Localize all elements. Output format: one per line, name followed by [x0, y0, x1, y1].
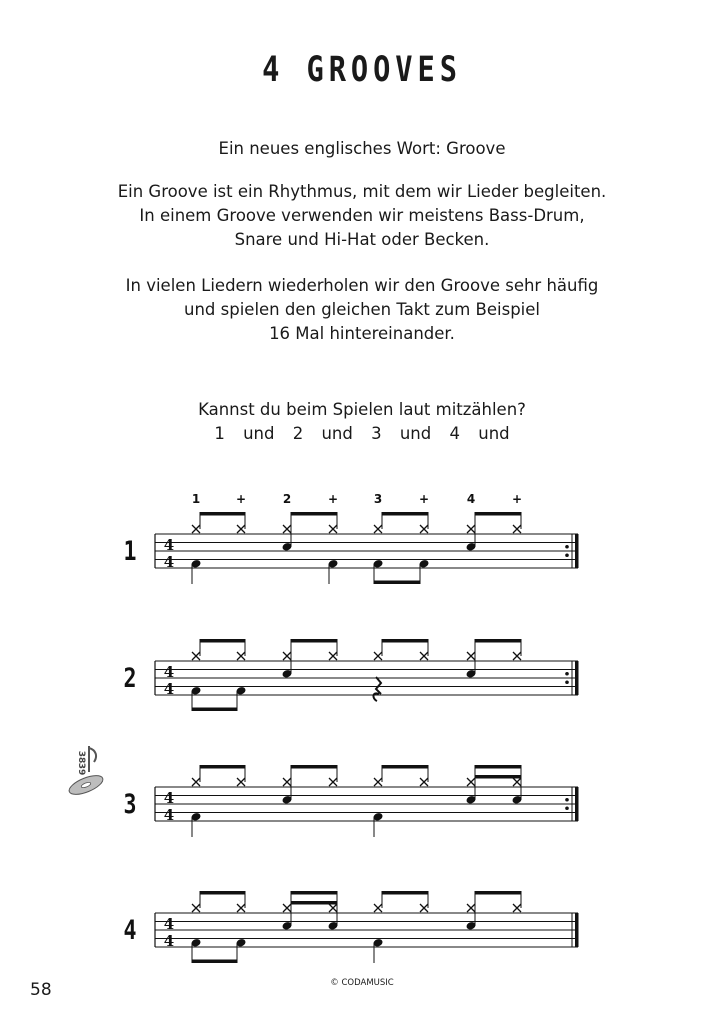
- repeat-dot: [565, 680, 569, 684]
- hihat-note: [420, 525, 428, 533]
- beam: [200, 891, 245, 895]
- count-label: 2: [282, 492, 292, 506]
- copyright-notice: © CODAMUSIC: [330, 978, 394, 988]
- hihat-note: [374, 904, 382, 912]
- groove-number: 1: [123, 534, 137, 567]
- audio-track-indicator: [67, 746, 106, 798]
- text-line: Ein neues englisches Wort: Groove: [218, 139, 506, 158]
- page-number: 58: [30, 980, 52, 1000]
- beam: [475, 891, 521, 895]
- text-line: Snare und Hi-Hat oder Becken.: [234, 230, 490, 249]
- text-line: 16 Mal hintereinander.: [269, 324, 455, 343]
- hihat-note: [467, 652, 475, 660]
- counting-line: 1 und 2 und 3 und 4 und: [214, 424, 510, 443]
- hihat-note: [329, 778, 337, 786]
- time-signature-denominator: 4: [163, 680, 175, 698]
- hihat-note: [420, 778, 428, 786]
- beam: [374, 581, 420, 585]
- hihat-note: [467, 904, 475, 912]
- count-label: +: [511, 492, 523, 506]
- time-signature-numerator: 4: [163, 915, 175, 933]
- final-barline: [575, 661, 579, 695]
- hihat-note: [467, 778, 475, 786]
- hihat-note: [283, 652, 291, 660]
- repeat-dot: [565, 672, 569, 676]
- hihat-note: [237, 652, 245, 660]
- hihat-note: [283, 904, 291, 912]
- repeat-dot: [565, 545, 569, 549]
- hihat-note: [374, 652, 382, 660]
- count-label: +: [418, 492, 430, 506]
- final-barline: [575, 534, 579, 568]
- hihat-note: [329, 525, 337, 533]
- repeat-dot: [565, 553, 569, 557]
- final-barline: [575, 787, 579, 821]
- text-line: und spielen den gleichen Takt zum Beispiel: [184, 300, 540, 319]
- beam: [291, 512, 337, 516]
- hihat-note: [420, 652, 428, 660]
- hihat-note: [513, 904, 521, 912]
- hihat-note: [237, 778, 245, 786]
- beam: [475, 765, 521, 769]
- beam: [475, 639, 521, 643]
- time-signature-numerator: 4: [163, 536, 175, 554]
- groove-number: 4: [123, 913, 137, 946]
- hihat-note: [374, 525, 382, 533]
- repeat-dot: [565, 798, 569, 802]
- hihat-note: [513, 778, 521, 786]
- hihat-note: [192, 904, 200, 912]
- count-label: 3: [373, 492, 383, 506]
- beam: [200, 512, 245, 516]
- groove-number: 2: [123, 661, 137, 694]
- repeat-dot: [565, 806, 569, 810]
- time-signature-denominator: 4: [163, 553, 175, 571]
- final-barline: [575, 913, 579, 947]
- beam: [382, 891, 428, 895]
- text-line: In vielen Liedern wiederholen wir den Groove sehr häufig: [125, 276, 599, 295]
- page-title: 4 GROOVES: [262, 50, 462, 90]
- beam: [291, 891, 337, 895]
- time-signature-numerator: 4: [163, 789, 175, 807]
- note-icon: [89, 746, 96, 772]
- hihat-note: [420, 904, 428, 912]
- time-signature-denominator: 4: [163, 806, 175, 824]
- question-line: Kannst du beim Spielen laut mitzählen?: [198, 400, 526, 419]
- hihat-note: [329, 904, 337, 912]
- beam: [475, 512, 521, 516]
- text-line: In einem Groove verwenden wir meistens Bass-Drum,: [139, 206, 585, 225]
- beam: [475, 775, 521, 779]
- beam: [200, 639, 245, 643]
- time-signature-denominator: 4: [163, 932, 175, 950]
- beam: [291, 901, 337, 905]
- count-label: +: [327, 492, 339, 506]
- hihat-note: [329, 652, 337, 660]
- hihat-note: [237, 904, 245, 912]
- hihat-note: [192, 652, 200, 660]
- beam: [291, 765, 337, 769]
- hihat-note: [374, 778, 382, 786]
- track-number: 38: [76, 750, 86, 764]
- beam: [382, 512, 428, 516]
- quarter-rest: [373, 677, 381, 701]
- hihat-note: [237, 525, 245, 533]
- text-line: Ein Groove ist ein Rhythmus, mit dem wir Lieder begleiten.: [117, 182, 607, 201]
- beam: [192, 708, 237, 712]
- beam: [382, 639, 428, 643]
- beam: [382, 765, 428, 769]
- hihat-note: [192, 778, 200, 786]
- hihat-note: [467, 525, 475, 533]
- count-label: 4: [466, 492, 476, 506]
- count-label: +: [235, 492, 247, 506]
- track-number: 39: [76, 762, 86, 776]
- hihat-note: [283, 778, 291, 786]
- beam: [291, 639, 337, 643]
- groove-number: 3: [123, 787, 137, 820]
- time-signature-numerator: 4: [163, 663, 175, 681]
- hihat-note: [283, 525, 291, 533]
- hihat-note: [513, 525, 521, 533]
- beam: [200, 765, 245, 769]
- hihat-note: [513, 652, 521, 660]
- hihat-note: [192, 525, 200, 533]
- count-label: 1: [191, 492, 201, 506]
- beam: [192, 960, 237, 964]
